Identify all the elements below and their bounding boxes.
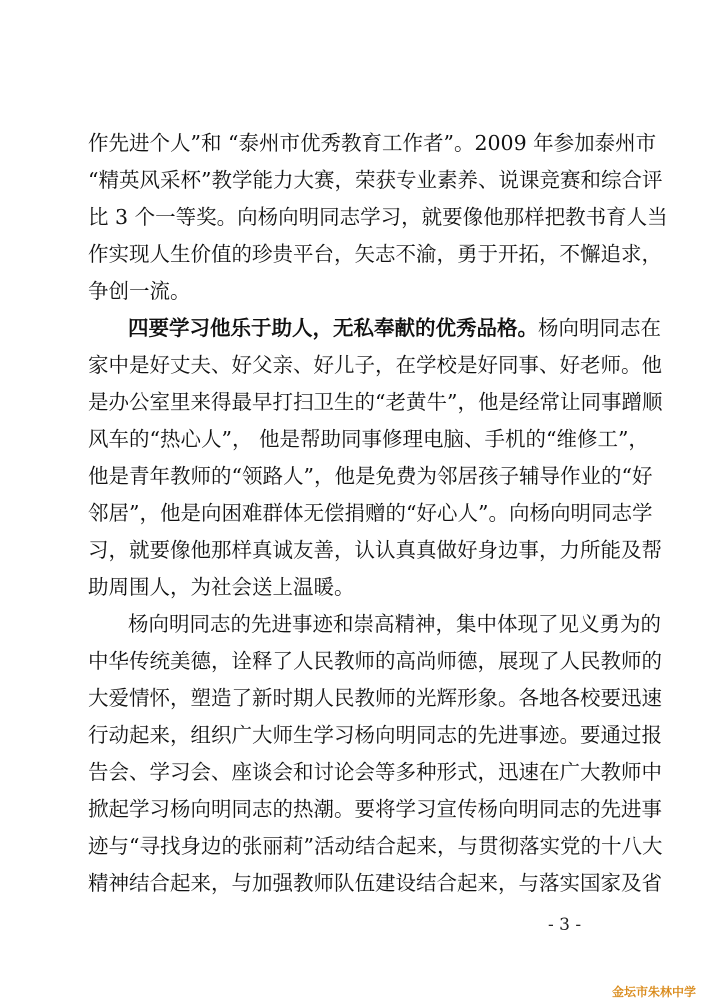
body-text-line: 家中是好丈夫、好父亲、好儿子，在学校是好同事、好老师。他 — [88, 353, 662, 377]
section-heading: 四要学习他乐于助人，无私奉献的优秀品格。 — [128, 316, 538, 340]
body-text-line: 大爱情怀，塑造了新时期人民教师的光辉形象。各地各校要迅速 — [88, 686, 662, 710]
body-text-line: 邻居”，他是向困难群体无偿捐赠的“好心人”。向杨向明同志学 — [88, 501, 653, 525]
body-text-line: “精英风采杯”教学能力大赛，荣获专业素养、说课竞赛和综合评 — [88, 168, 663, 192]
body-text-line: 风车的“热心人”， 他是帮助同事修理电脑、手机的“维修工”， — [88, 427, 649, 451]
body-text-line: 告会、学习会、座谈会和讨论会等多种形式，迅速在广大教师中 — [88, 760, 662, 784]
body-text-line: 掀起学习杨向明同志的热潮。要将学习宣传杨向明同志的先进事 — [88, 797, 662, 821]
body-text-line: 行动起来，组织广大师生学习杨向明同志的先进事迹。要通过报 — [88, 723, 662, 747]
body-text-line: 他是青年教师的“领路人”，他是免费为邻居孩子辅导作业的“好 — [88, 464, 653, 488]
body-text-line: 精神结合起来，与加强教师队伍建设结合起来，与落实国家及省 — [88, 871, 662, 895]
page-number: - 3 - — [548, 915, 582, 935]
body-text-line: 作实现人生价值的珍贵平台，矢志不渝，勇于开拓，不懈追求， — [88, 242, 662, 266]
body-text-line: 争创一流。 — [88, 279, 191, 303]
source-watermark: 金坛市朱林中学 — [612, 985, 697, 999]
body-text-line: 迹与“寻找身边的张丽莉”活动结合起来，与贯彻落实党的十八大 — [88, 834, 663, 858]
body-text-line: 助周围人，为社会送上温暖。 — [88, 575, 355, 599]
body-text-line: 中华传统美德，诠释了人民教师的高尚师德，展现了人民教师的 — [88, 649, 662, 673]
paragraph-first-line: 杨向明同志的先进事迹和崇高精神，集中体现了见义勇为的 — [128, 612, 661, 636]
paragraph-first-line — [128, 313, 661, 343]
body-text-line: 习，就要像他那样真诚友善，认认真真做好身边事，力所能及帮 — [88, 538, 662, 562]
body-text-run: 杨向明同志在 — [538, 316, 661, 340]
body-text-line: 作先进个人”和 “泰州市优秀教育工作者”。2009 年参加泰州市 — [88, 131, 657, 155]
body-text-line: 是办公室里来得最早打扫卫生的“老黄牛”，他是经常让同事蹭顺 — [88, 390, 663, 414]
body-text-line: 比 3 个一等奖。向杨向明同志学习，就要像他那样把教书育人当 — [88, 205, 668, 229]
